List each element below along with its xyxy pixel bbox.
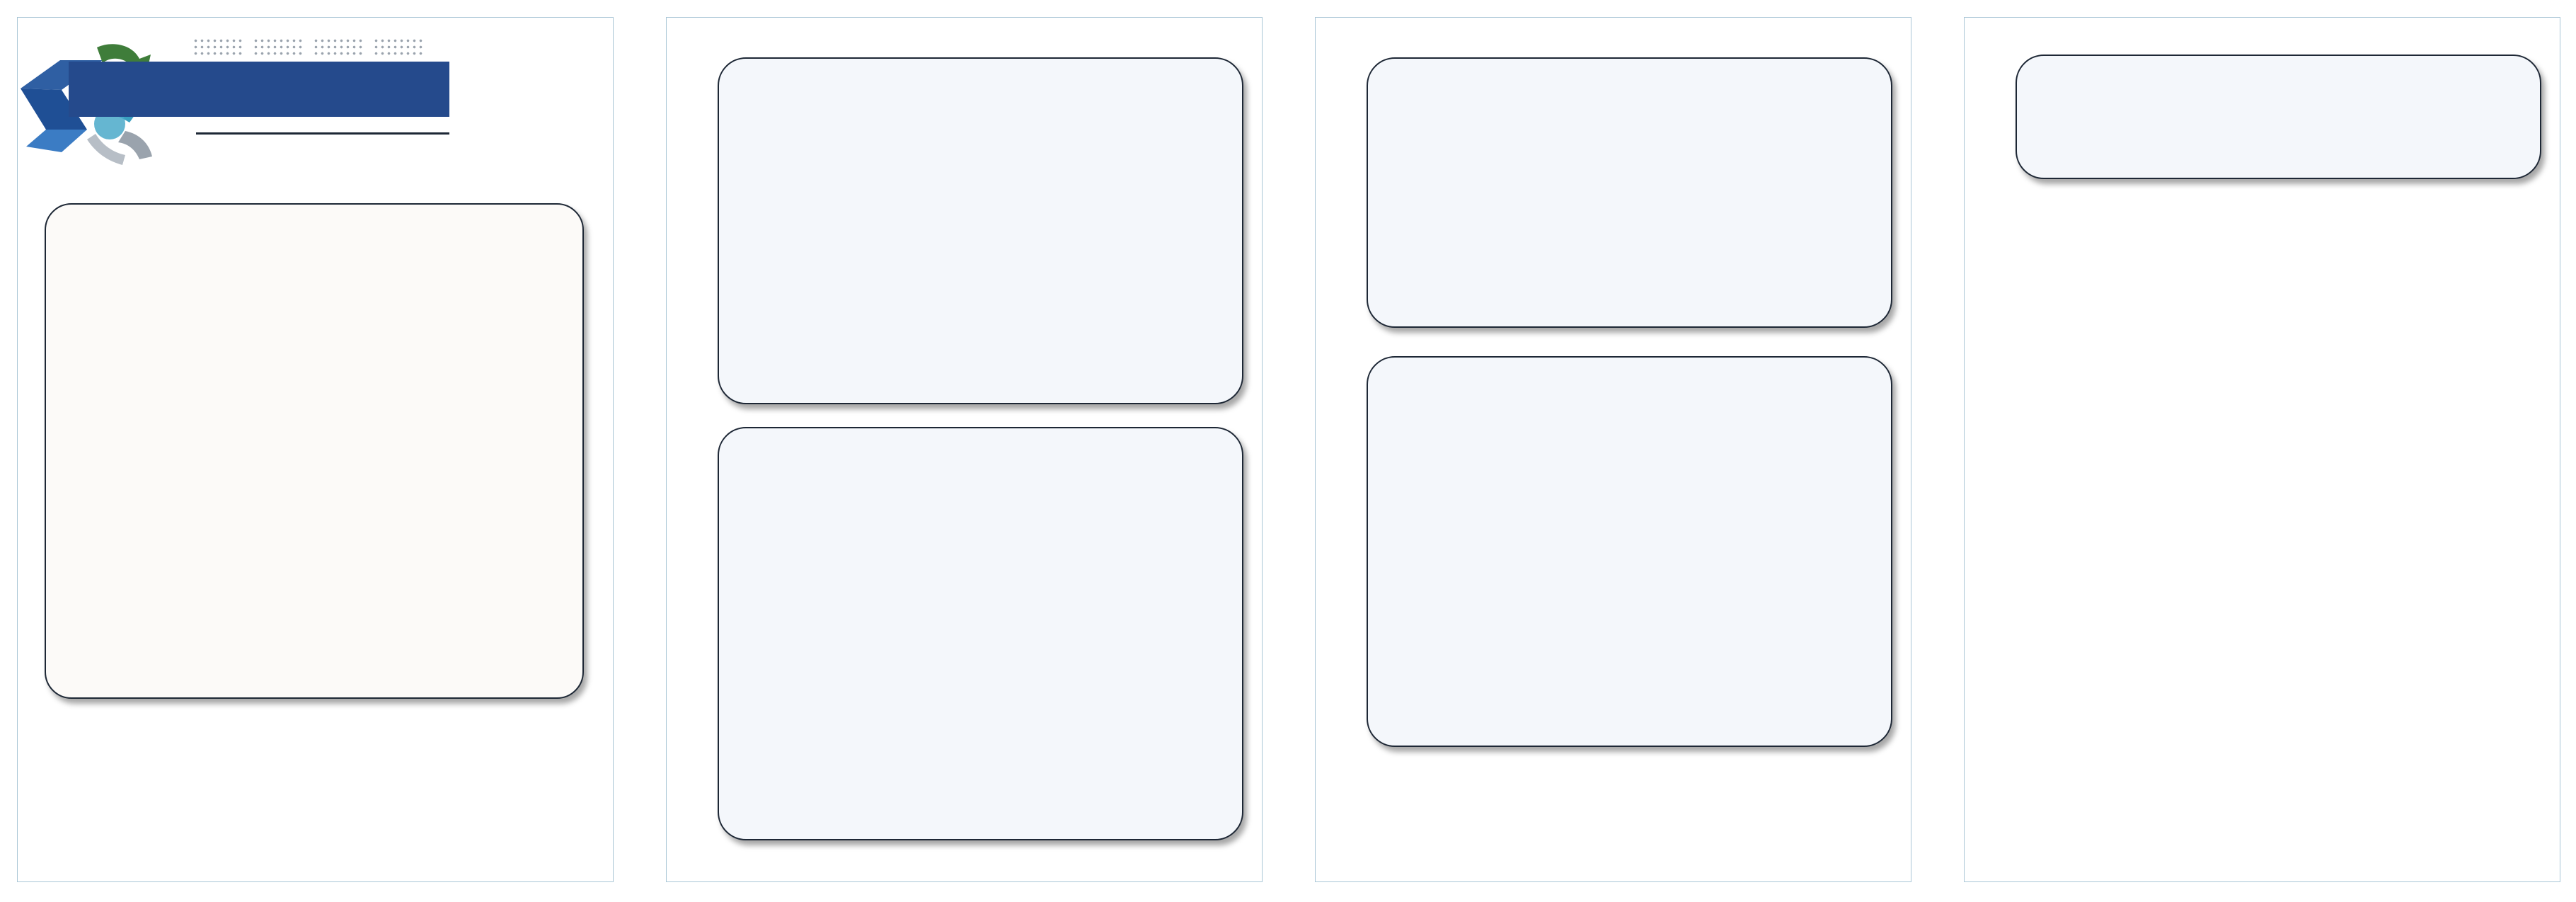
page-2 xyxy=(666,17,1263,882)
page-3 xyxy=(1315,17,1911,882)
section-box-4-1-3 xyxy=(1367,57,1892,328)
title-underline xyxy=(196,132,449,135)
section-box-4-1-2 xyxy=(718,427,1243,840)
section-box-4-1-1 xyxy=(718,57,1243,404)
title-banner xyxy=(69,62,449,117)
section-box-4-1-4 xyxy=(1367,356,1892,747)
page-1 xyxy=(17,17,614,882)
intro-box xyxy=(45,203,584,699)
page-10 xyxy=(1964,17,2560,882)
continued-box xyxy=(2016,55,2541,179)
dot-pattern xyxy=(313,38,364,56)
dot-pattern xyxy=(253,38,304,56)
dot-pattern xyxy=(373,38,424,56)
